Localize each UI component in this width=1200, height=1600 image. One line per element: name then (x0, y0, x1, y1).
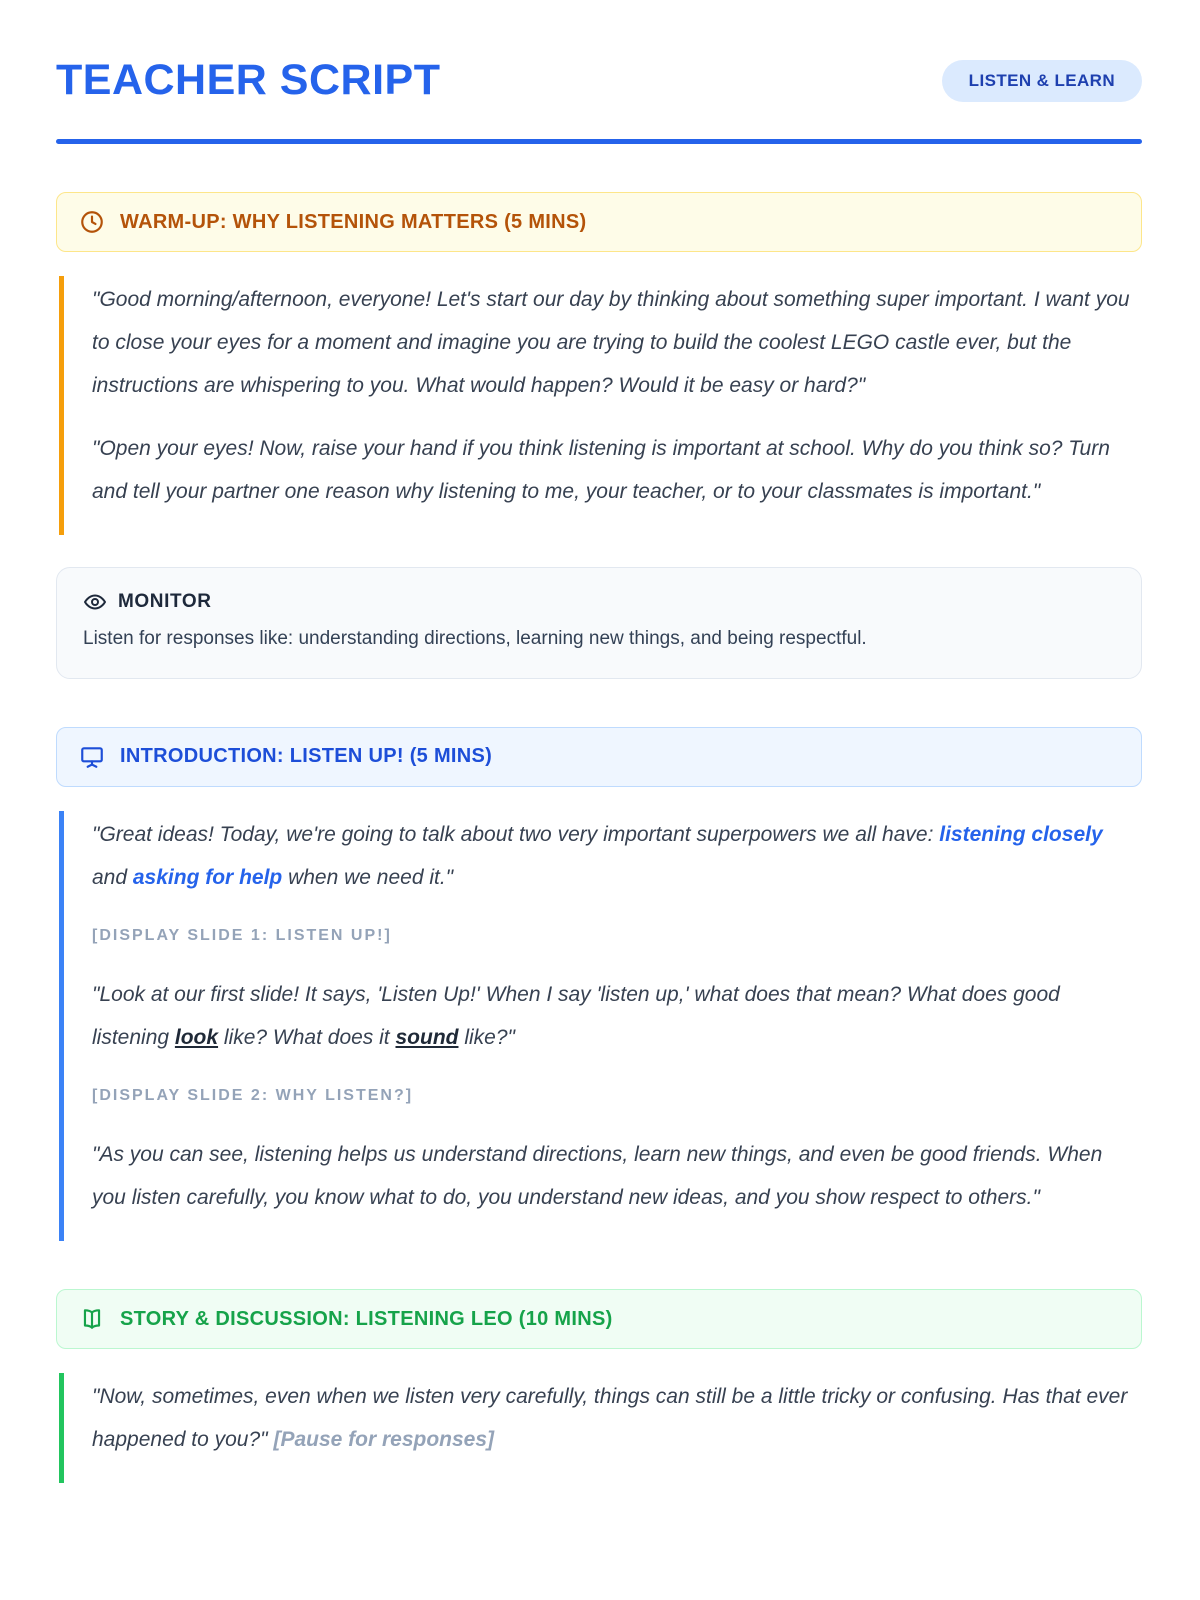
monitor-header (83, 590, 1115, 614)
monitor-text: Listen for responses like: understanding directions, learning new things, and being respectful. (83, 628, 867, 650)
page-title: TEACHER SCRIPT (56, 56, 441, 104)
warmup-quote-1: "Good morning/afternoon, everyone! Let's start our day by thinking about something super important. I want you to close your eyes for a moment and imagine you are trying to build the coolest LEGO castle ever, but the instructions are whispering to you. What would happen? Would it be easy or hard?" (92, 288, 1130, 398)
story-script-block (59, 1373, 1142, 1483)
introduction-script-block (59, 811, 1142, 1241)
eye-icon (83, 590, 107, 614)
story-section-header (56, 1289, 1142, 1349)
section-warmup (56, 192, 1142, 679)
section-story (56, 1289, 1142, 1483)
introduction-paragraph-1 (92, 813, 1136, 899)
monitor-callout (56, 567, 1142, 679)
keyword-asking-for-help: asking for help (132, 865, 283, 889)
intro-p2-text: "Look at our first slide! It says, 'Listen Up!' When I say 'listen up,' what does that mean? What does good listening (92, 982, 1060, 1049)
story-paragraph-1 (92, 1375, 1136, 1461)
introduction-section-header (56, 727, 1142, 787)
stage-direction-slide-2: [DISPLAY SLIDE 2: WHY LISTEN?] (92, 1086, 414, 1104)
presentation-icon (79, 744, 105, 770)
intro-p2-text: like? What does it (218, 1025, 396, 1049)
story-p1-text: "Now, sometimes, even when we listen very carefully, things can still be a little tricky or confusing. Has that ever happened to you?" (92, 1385, 1128, 1452)
intro-p1-text: "Great ideas! Today, we're going to talk about two very important superpowers we all have: (92, 822, 940, 846)
story-section-title: STORY & DISCUSSION: LISTENING LEO (10 MINS) (120, 1307, 613, 1330)
clock-icon (79, 209, 105, 235)
introduction-paragraph-3: "As you can see, listening helps us understand directions, learn new things, and even be good friends. When you listen carefully, you know what to do, you understand new ideas, and you show respect to others." (92, 1142, 1103, 1209)
introduction-section-title: INTRODUCTION: LISTEN UP! (5 MINS) (120, 745, 493, 768)
warmup-quote-2: "Open your eyes! Now, raise your hand if you think listening is important at school. Why do you think so? Turn and tell your partner one reason why listening to me, your teacher, or to your classmates is important." (92, 437, 1110, 504)
stage-direction-slide-1: [DISPLAY SLIDE 1: LISTEN UP!] (92, 926, 392, 944)
header-divider (56, 139, 1142, 144)
section-introduction (56, 727, 1142, 1241)
intro-p1-text: when we need it." (282, 865, 454, 889)
pause-for-responses-note: [Pause for responses] (273, 1428, 495, 1452)
monitor-title: MONITOR (118, 591, 212, 613)
keyword-sound: sound (395, 1025, 459, 1049)
intro-p2-text: like?" (458, 1025, 515, 1049)
keyword-listening-closely: listening closely (939, 822, 1103, 846)
warmup-section-title: WARM-UP: WHY LISTENING MATTERS (5 MINS) (120, 210, 587, 233)
keyword-look: look (174, 1025, 219, 1049)
book-icon (79, 1306, 105, 1332)
warmup-section-header (56, 192, 1142, 252)
intro-p1-text: and (92, 865, 133, 889)
introduction-paragraph-2 (92, 973, 1136, 1059)
lesson-badge: LISTEN & LEARN (942, 60, 1142, 102)
page-header (56, 56, 1142, 105)
warmup-script-block (59, 276, 1142, 535)
